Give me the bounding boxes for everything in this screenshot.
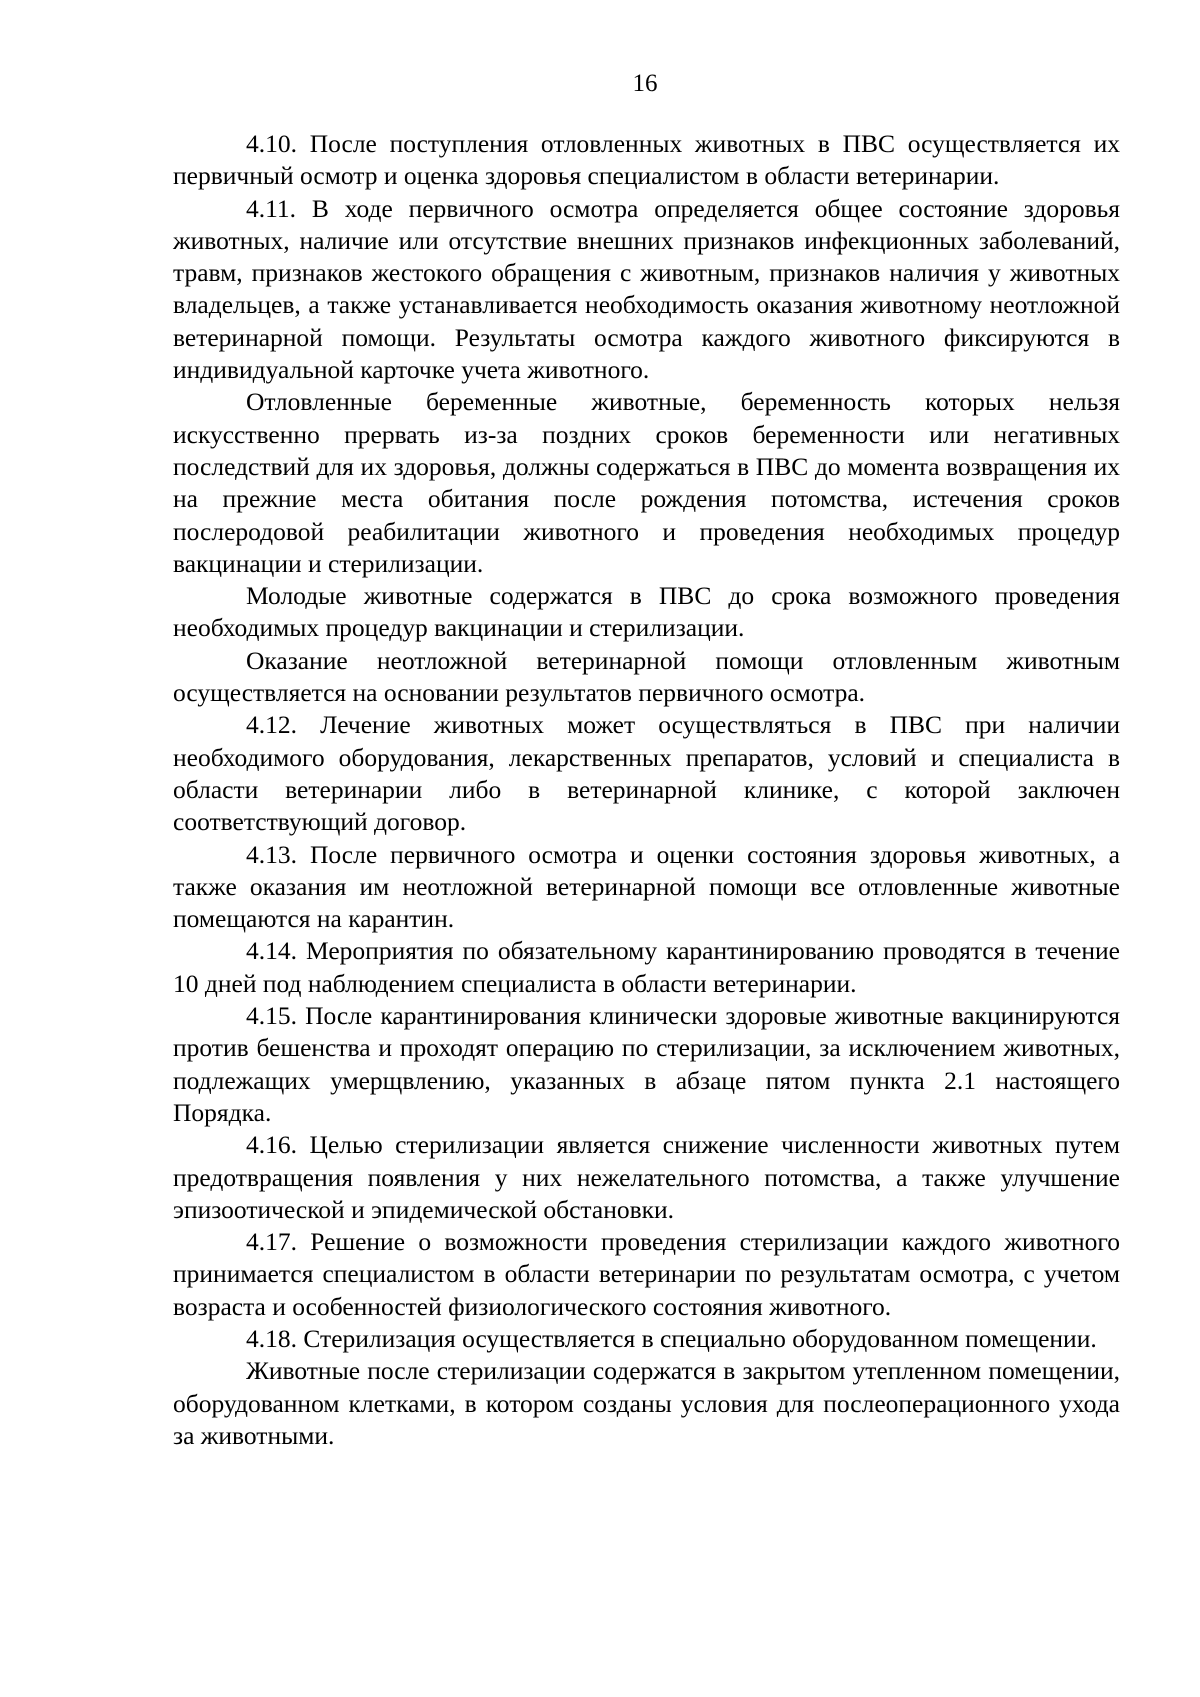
page-number: 16: [632, 70, 658, 97]
paragraph-4-18: 4.18. Стерилизация осуществляется в специально оборудованном помещении.: [246, 1323, 1097, 1353]
paragraph-4-11: 4.11. В ходе первичного осмотра определяется общее состояние здоровья животных, наличие или отсутствие внешних признаков инфекционных заболеваний, травм, признаков жестокого обращения с животным, признаков наличия у животных владельцев, а также устанавливается необходимость оказания животному неотложной ветеринарной помощи. Результаты осмотра каждого животного фиксируются в индивидуальной карточке учета животного.: [173, 193, 1120, 385]
paragraph-4-14: 4.14. Мероприятия по обязательному карантинированию проводятся в течение 10 дней под наблюдением специалиста в области ветеринарии.: [173, 936, 1120, 998]
paragraph-4-15: 4.15. После карантинирования клинически здоровые животные вакцинируются против бешенства и проходят операцию по стерилизации, за исключением животных, подлежащих умерщвлению, указанных в абзаце пятом пункта 2.1 настоящего Порядка.: [173, 1001, 1120, 1127]
paragraph-4-17: 4.17. Решение о возможности проведения стерилизации каждого животного принимается специалистом в области ветеринарии по результатам осмотра, с учетом возраста и особенностей физиологического состояния животного.: [173, 1227, 1120, 1321]
document-body: [173, 128, 1120, 1452]
paragraph-emergency-aid: Оказание неотложной ветеринарной помощи отловленным животным осуществляется на основании результатов первичного осмотра.: [173, 645, 1120, 708]
paragraph-4-10: 4.10. После поступления отловленных животных в ПВС осуществляется их первичный осмотр и оценка здоровья специалистом в области ветеринарии.: [173, 129, 1120, 191]
paragraph-young-animals: Молодые животные содержатся в ПВС до срока возможного проведения необходимых процедур вакцинации и стерилизации.: [173, 581, 1120, 643]
paragraph-4-12: 4.12. Лечение животных может осуществляться в ПВС при наличии необходимого оборудования, лекарственных препаратов, условий и специалиста в области ветеринарии либо в ветеринарной клинике, с которой заключен соответствующий договор.: [173, 710, 1120, 837]
paragraph-post-sterilization: Животные после стерилизации содержатся в закрытом утепленном помещении, оборудованном клетками, в котором созданы условия для послеоперационного ухода за животными.: [173, 1356, 1120, 1450]
paragraph-pregnant-animals: Отловленные беременные животные, беременность которых нельзя искусственно прервать из-за поздних сроков беременности или негативных последствий для их здоровья, должны содержаться в ПВС до момента возвращения их на прежние места обитания после рождения потомства, истечения сроков послеродовой реабилитации животного и проведения необходимых процедур вакцинации и стерилизации.: [173, 387, 1120, 578]
paragraph-4-13: 4.13. После первичного осмотра и оценки состояния здоровья животных, а также оказания им неотложной ветеринарной помощи все отловленные животные помещаются на карантин.: [173, 839, 1120, 934]
paragraph-4-16: 4.16. Целью стерилизации является снижение численности животных путем предотвращения появления у них нежелательного потомства, а также улучшение эпизоотической и эпидемической обстановки.: [173, 1130, 1120, 1224]
